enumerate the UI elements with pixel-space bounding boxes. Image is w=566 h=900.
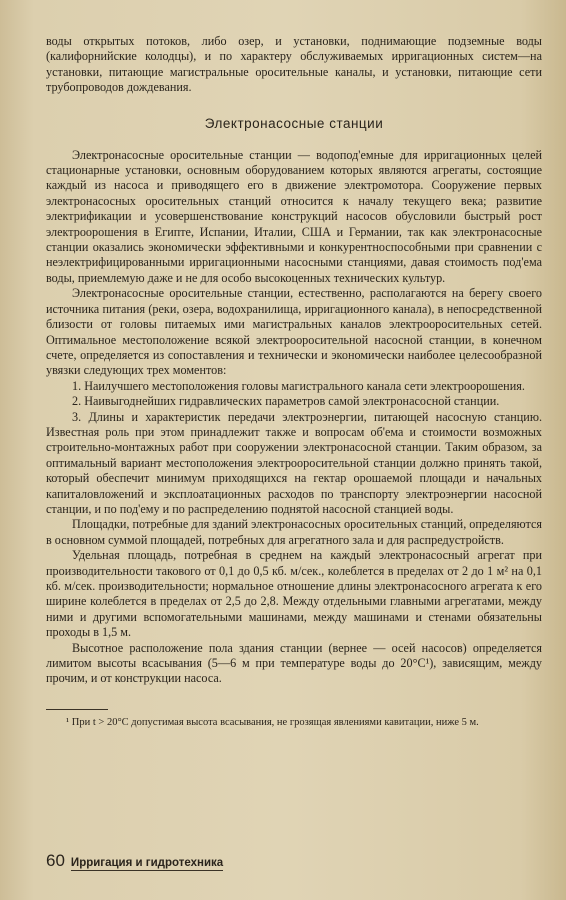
running-title: Ирригация и гидротехника (70, 857, 224, 869)
continued-paragraph: воды открытых потоков, либо озер, и установки, поднимающие подземные воды (калифорнийские колодцы), и по характеру обслуживаемых ирригационных систем—на установки, питающие магистральные оросительные каналы, и установки, питающие сети трубопроводов дождевания. (46, 34, 542, 95)
paragraph-area: Удельная площадь, потребная в среднем на каждый электронасосный агрегат при производительности такового от 0,1 до 0,5 кб. м/сек., колеблется в пределах от 2 до 1 м² на 0,1 кб. м/сек. производительности; нормальное отношение длины электронасосного агрегата к его ширине колеблется в пределах от 2,5 до 2,8. Между отдельными главными агрегатами, между ними и другими вспомогательными машинами, между машинами и стенами обязательны проходы в 1,5 м. (46, 548, 542, 640)
paragraph-sites: Площадки, потребные для зданий электронасосных оросительных станций, определяются в основном суммой площадей, потребных для агрегатного зала и для распредустройств. (46, 517, 542, 547)
footnote-divider (46, 709, 108, 710)
paragraph-intro: Электронасосные оросительные станции — водопод'емные для ирригационных целей стационарные установки, основным оборудованием которых являются агрегаты, состоящие каждый из насоса и приводящего его в движение электромотора. Сооружение первых электронасосных оросительных станций относится к началу текущего века; развитие электрификации и усовершенствование конструкций насосов обусловили быстрый рост электроорошения в Египте, Испании, Италии, США и Германии, так как электронасосные станции оказались экономически эффективными и конкурентноспособными при сравнении с неэлектрифицированными ирригационными насосными станциями, давая стоимость под'ема воды, приемлемую даже и не для особо высокоценных технических культур. (46, 147, 542, 285)
paragraph-elevation: Высотное расположение пола здания станции (вернее — осей насосов) определяется лимитом высоты всасывания (5—6 м при температуре воды до 20°С¹), зависящим, между прочим, и от конструкции насоса. (46, 640, 542, 686)
list-item: 3. Длины и характеристик передачи электроэнергии, питающей насосную станцию. Известная роль при этом принадлежит также и вопросам об'ема и стоимости возможных строительно-монтажных работ при сооружении электронасосной станции. Таким образом, за оптимальный вариант местоположения электрооросительной станции должно принять такой, который обеспечит минимум приходящихся на гектар орошаемой площади и начальных капиталовложений и эксплоатационных расходов по транспорту электроэнергии насосной станции, и по под'ему и по распределению поднятой насосной станцией воды. (46, 409, 542, 516)
section-title: Электронасосные станции (204, 115, 384, 131)
paragraph-location: Электронасосные оросительные станции, естественно, располагаются на берегу своего источника питания (реки, озера, водохранилища, ирригационного канала), в непосредственной близости от головы питаемых ими магистральных каналов электрооросительных сетей. Оптимальное местоположение всякой электрооросительной насосной станции, в конечном счете, определяется из сопоставления и технически и экономически наиболее целесообразной увязки следующих трех моментов: (46, 286, 542, 378)
list-item: 1. Наилучшего местоположения головы магистрального канала сети электроорошения. (72, 378, 525, 393)
page-footer (46, 851, 223, 871)
list-item: 2. Наивыгоднейших гидравлических параметров самой электронасосной станции. (72, 394, 500, 409)
page-number: 60 (46, 851, 65, 870)
footnote: ¹ При t > 20°С допустимая высота всасывания, не грозящая явлениями кавитации, ниже 5 м. (66, 716, 479, 728)
